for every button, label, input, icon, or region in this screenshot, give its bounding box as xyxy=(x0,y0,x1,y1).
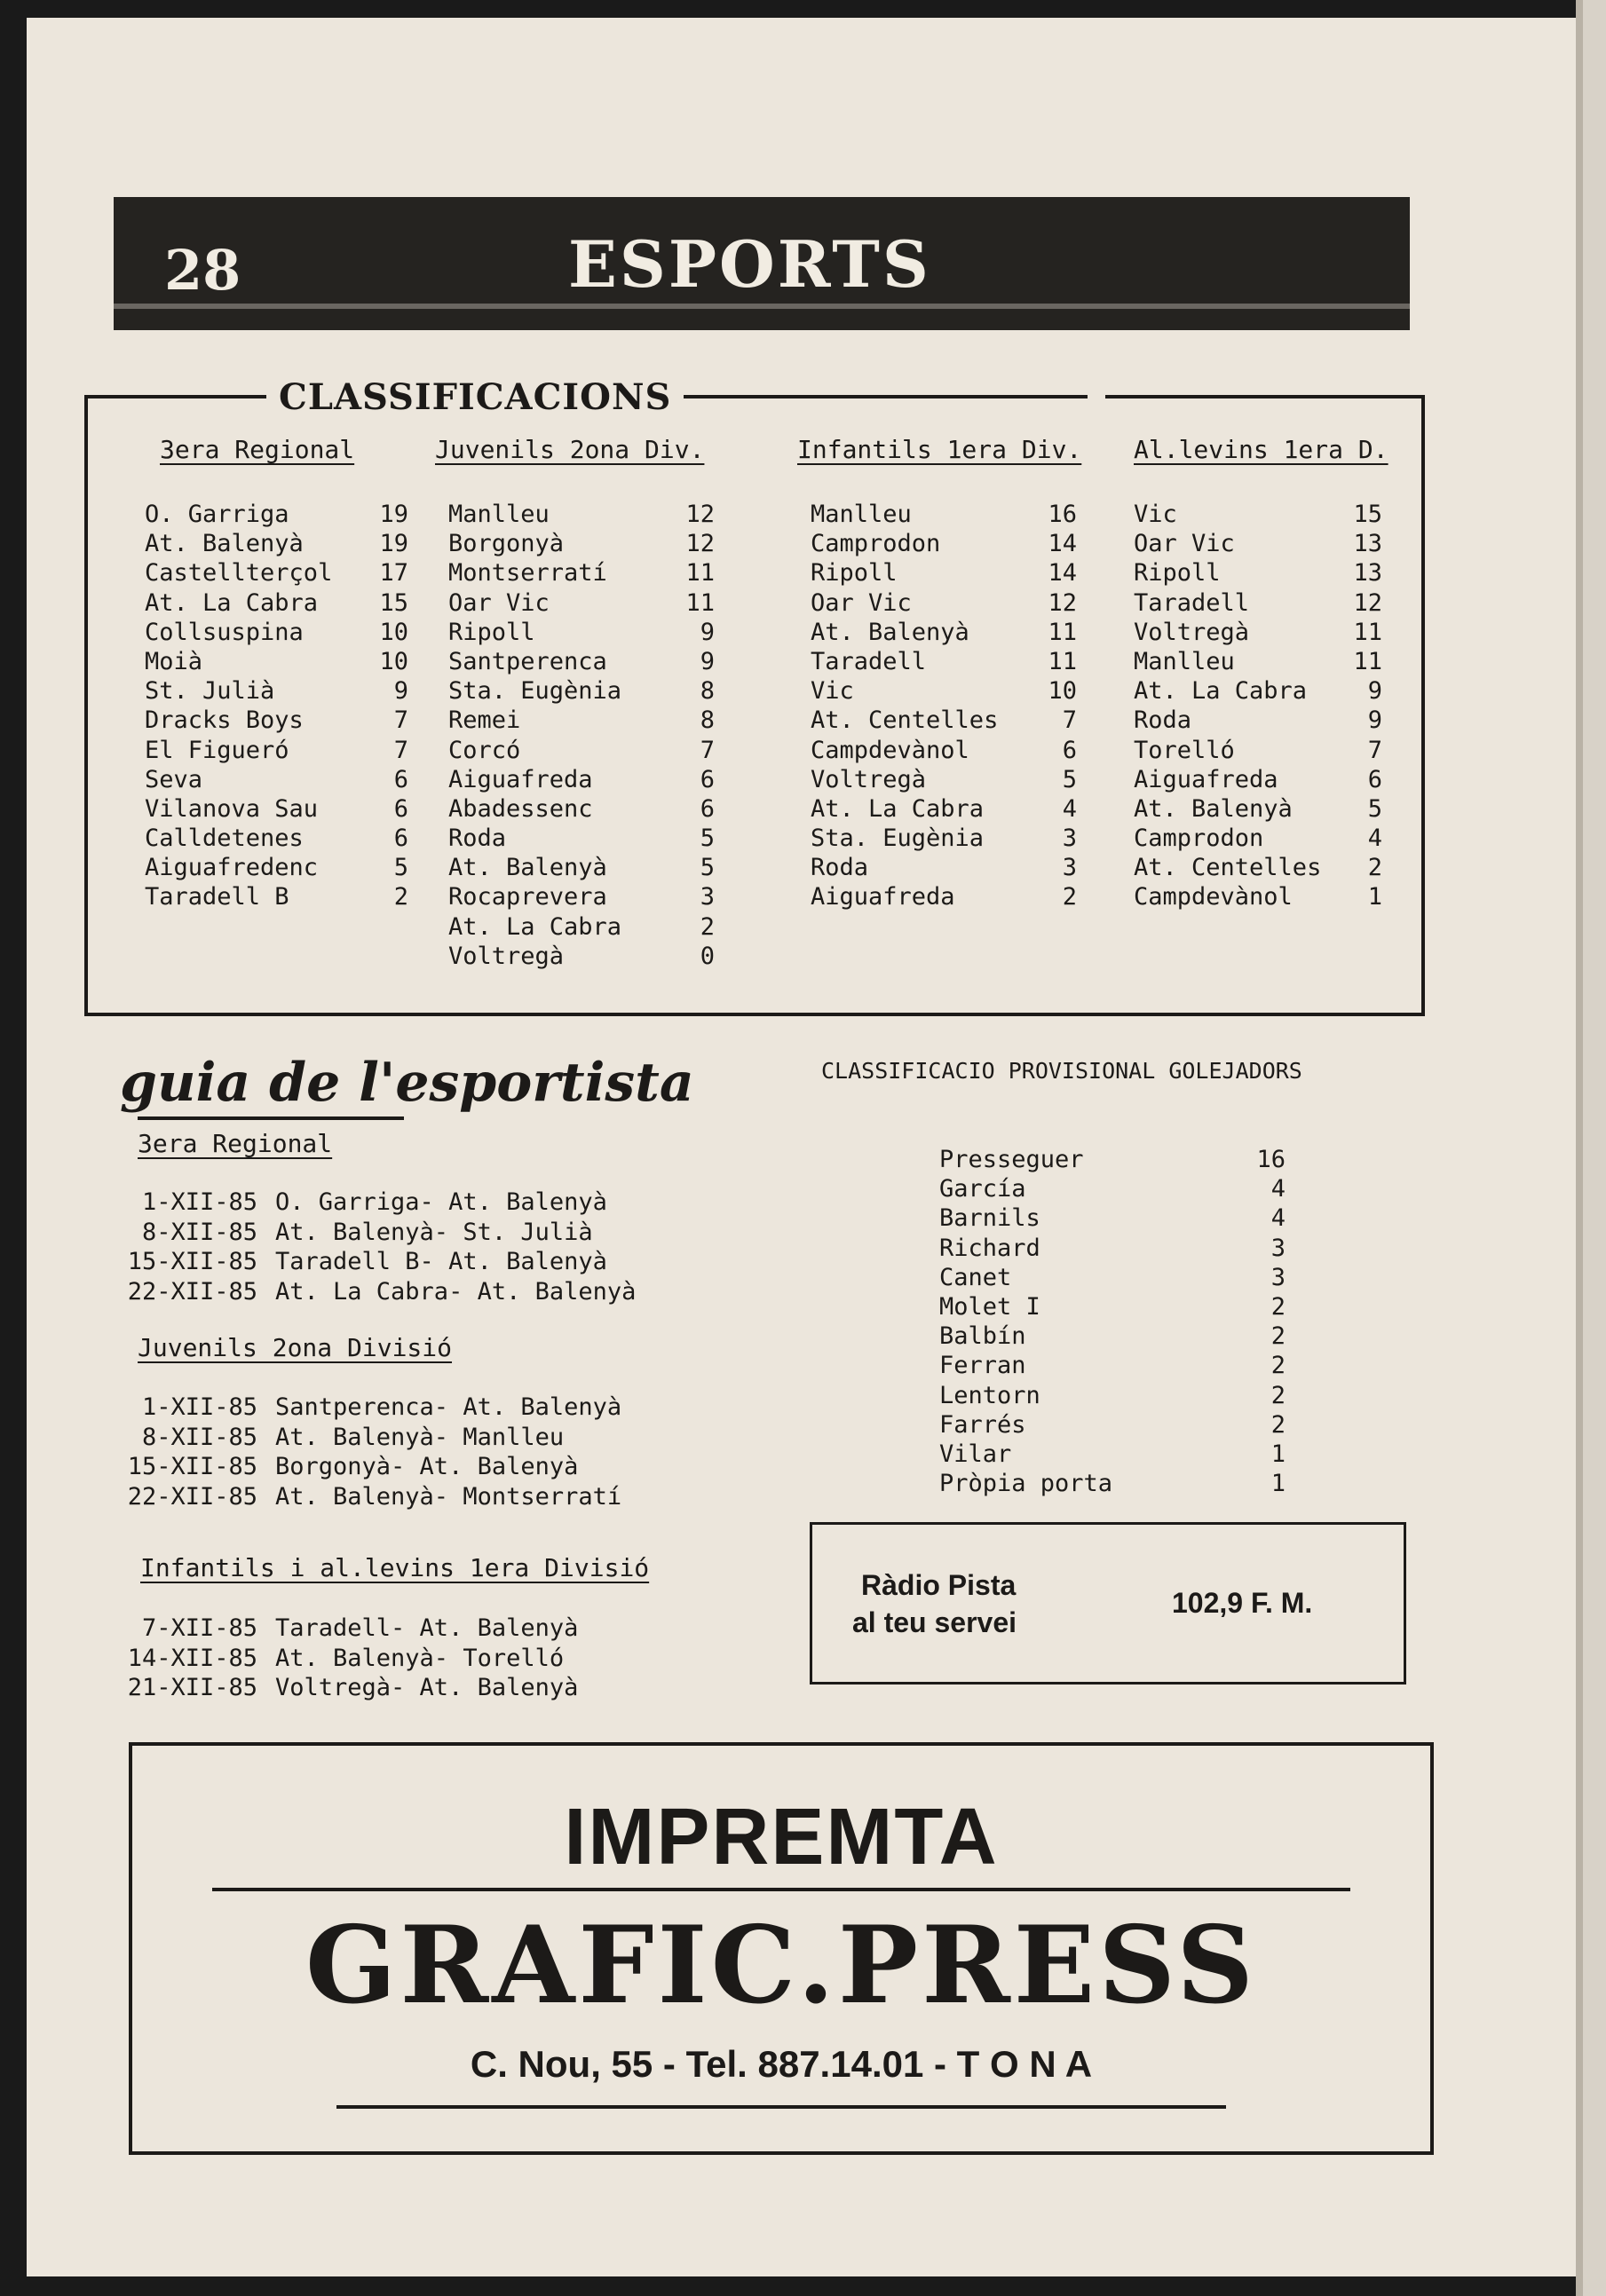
team-points: 3 xyxy=(700,883,715,911)
team-name: Vic xyxy=(1134,501,1177,528)
team-name: Roda xyxy=(448,825,507,853)
team-name: Seva xyxy=(145,765,203,793)
fixture-section-heading: 3era Regional xyxy=(138,1129,333,1158)
team-name: St. Julià xyxy=(145,677,275,706)
fixture-date: 15-XII-85 xyxy=(127,1248,257,1275)
team-points: 16 xyxy=(1048,501,1077,528)
fixture-teams: Borgonyà- At. Balenyà xyxy=(275,1453,579,1480)
fixture-teams: Santperenca- At. Balenyà xyxy=(275,1393,622,1421)
team-name: Taradell xyxy=(811,647,927,675)
standings-row xyxy=(811,500,1077,529)
scorer-goals: 3 xyxy=(1270,1263,1286,1291)
standings-row xyxy=(811,676,1077,706)
standings-row xyxy=(145,529,408,558)
team-name: Oar Vic xyxy=(811,588,912,617)
golejadors-list xyxy=(939,1145,1286,1498)
team-points: 7 xyxy=(1062,706,1077,735)
classificacions-title: CLASSIFICACIONS xyxy=(266,376,684,418)
scorer-name: Barnils xyxy=(939,1204,1040,1233)
team-name: Roda xyxy=(811,854,869,882)
team-name: Borgonyà xyxy=(448,530,565,558)
fixture-date: 22-XII-85 xyxy=(127,1277,257,1306)
fixture-date: 15-XII-85 xyxy=(127,1453,257,1480)
standings-row xyxy=(145,736,408,765)
team-name: Aiguafredenc xyxy=(145,854,319,882)
scorer-name: García xyxy=(939,1175,1026,1203)
team-points: 1 xyxy=(1367,883,1382,911)
team-name: Ripoll xyxy=(448,618,535,646)
fixture-list xyxy=(124,1393,621,1511)
fixture-row xyxy=(124,1614,578,1644)
scorer-goals: 4 xyxy=(1270,1175,1286,1203)
team-points: 7 xyxy=(393,706,408,735)
team-name: Collsuspina xyxy=(145,618,304,646)
team-points: 19 xyxy=(379,530,408,558)
team-points: 13 xyxy=(1353,559,1382,588)
scorer-name: Pròpia porta xyxy=(939,1470,1113,1498)
team-name: Voltregà xyxy=(1134,618,1250,646)
team-name: Voltregà xyxy=(448,942,565,970)
team-name: Corcó xyxy=(448,736,521,764)
team-points: 2 xyxy=(1367,854,1382,882)
team-points: 12 xyxy=(1353,588,1382,617)
standings-row xyxy=(145,676,408,706)
team-points: 9 xyxy=(700,647,715,675)
ad-rule-bottom xyxy=(336,2105,1226,2109)
team-name: At. Balenyà xyxy=(448,854,607,882)
team-name: Campdevànol xyxy=(1134,883,1293,911)
radio-pista-ad xyxy=(810,1522,1406,1685)
team-name: Manlleu xyxy=(811,501,912,528)
standings-row xyxy=(145,500,408,529)
team-points: 15 xyxy=(379,588,408,617)
fixture-row xyxy=(124,1673,578,1703)
team-points: 7 xyxy=(393,736,408,764)
scorer-row xyxy=(939,1322,1286,1351)
team-points: 8 xyxy=(700,677,715,706)
team-points: 11 xyxy=(685,588,715,617)
fixture-teams: O. Garriga- At. Balenyà xyxy=(275,1188,607,1216)
standings-row xyxy=(145,706,408,735)
fixture-teams: Voltregà- At. Balenyà xyxy=(275,1674,579,1701)
fixture-teams: At. La Cabra- At. Balenyà xyxy=(275,1277,637,1306)
scorer-row xyxy=(939,1234,1286,1263)
team-points: 5 xyxy=(1062,765,1077,793)
standings-table xyxy=(811,500,1077,912)
team-points: 3 xyxy=(1062,854,1077,882)
standings-table xyxy=(145,500,408,912)
standings-row xyxy=(448,558,715,588)
ad-heading: IMPREMTA xyxy=(564,1793,999,1882)
standings-row xyxy=(145,558,408,588)
standings-row xyxy=(1134,882,1382,911)
team-name: Oar Vic xyxy=(1134,530,1235,558)
team-points: 7 xyxy=(700,736,715,764)
scorer-row xyxy=(939,1440,1286,1469)
standings-row xyxy=(811,529,1077,558)
team-name: Vilanova Sau xyxy=(145,794,319,823)
team-name: Camprodon xyxy=(1134,825,1264,853)
scorer-name: Richard xyxy=(939,1234,1040,1262)
fixture-date: 21-XII-85 xyxy=(127,1674,257,1701)
ad-rule-top xyxy=(212,1888,1350,1891)
scorer-goals: 2 xyxy=(1270,1322,1286,1351)
team-points: 11 xyxy=(1048,647,1077,675)
team-points: 19 xyxy=(379,501,408,528)
standings-row xyxy=(1134,558,1382,588)
team-name: Voltregà xyxy=(811,765,927,793)
team-points: 11 xyxy=(1353,647,1382,675)
standings-row xyxy=(811,706,1077,735)
fixture-section-heading: Juvenils 2ona Divisió xyxy=(138,1333,453,1362)
team-points: 9 xyxy=(1367,706,1382,735)
standings-row xyxy=(811,558,1077,588)
scorer-name: Lentorn xyxy=(939,1381,1040,1409)
standings-row xyxy=(1134,676,1382,706)
standings-row xyxy=(145,618,408,647)
team-name: O. Garriga xyxy=(145,501,289,528)
standings-row xyxy=(448,676,715,706)
team-name: Aiguafreda xyxy=(448,765,593,793)
standings-row xyxy=(145,794,408,824)
standings-row xyxy=(1134,765,1382,794)
fixture-teams: Taradell B- At. Balenyà xyxy=(275,1248,607,1275)
fixture-date: 14-XII-85 xyxy=(127,1644,257,1672)
team-points: 11 xyxy=(1353,618,1382,646)
fixture-date: 8-XII-85 xyxy=(141,1218,257,1246)
scorer-goals: 1 xyxy=(1270,1470,1286,1498)
standings-row xyxy=(448,588,715,618)
standings-row xyxy=(448,618,715,647)
team-points: 6 xyxy=(1367,765,1382,793)
fixture-row xyxy=(124,1247,636,1277)
standings-row xyxy=(1134,706,1382,735)
team-name: Abadessenc xyxy=(448,794,593,823)
printer-advertisement xyxy=(129,1742,1434,2155)
team-name: Roda xyxy=(1134,706,1192,735)
scorer-goals: 2 xyxy=(1270,1410,1286,1439)
team-name: Ripoll xyxy=(1134,559,1221,588)
fixture-row xyxy=(124,1644,578,1674)
team-points: 13 xyxy=(1353,530,1382,558)
team-name: Aiguafreda xyxy=(1134,765,1278,793)
ad-brand-logo: GRAFIC.PRESS xyxy=(305,1903,1257,2028)
scorer-row xyxy=(939,1410,1286,1440)
scorer-name: Presseguer xyxy=(939,1146,1084,1173)
team-points: 6 xyxy=(700,794,715,823)
standings-row xyxy=(1134,618,1382,647)
team-points: 11 xyxy=(1048,618,1077,646)
standings-row xyxy=(448,647,715,676)
standings-row xyxy=(811,736,1077,765)
scorer-goals: 4 xyxy=(1270,1204,1286,1233)
team-name: Torelló xyxy=(1134,736,1235,764)
team-name: Sta. Eugènia xyxy=(448,677,622,706)
standings-row xyxy=(448,882,715,911)
standings-row xyxy=(811,824,1077,853)
team-name: At. Balenyà xyxy=(811,618,969,646)
team-points: 4 xyxy=(1367,825,1382,853)
team-name: Moià xyxy=(145,647,203,675)
team-points: 5 xyxy=(1367,794,1382,823)
scorer-name: Ferran xyxy=(939,1352,1026,1380)
scorer-row xyxy=(939,1263,1286,1292)
team-points: 5 xyxy=(700,854,715,882)
team-name: Taradell xyxy=(1134,588,1250,617)
team-points: 4 xyxy=(1062,794,1077,823)
standings-row xyxy=(1134,529,1382,558)
team-points: 5 xyxy=(700,825,715,853)
fixture-row xyxy=(124,1218,636,1248)
radio-name: Ràdio Pista xyxy=(861,1569,1017,1601)
fixture-date: 1-XII-85 xyxy=(141,1393,257,1421)
standings-heading: 3era Regional xyxy=(160,435,355,464)
golejadors-title: CLASSIFICACIO PROVISIONAL GOLEJADORS xyxy=(821,1058,1302,1084)
team-points: 9 xyxy=(393,677,408,706)
team-points: 11 xyxy=(685,559,715,588)
scorer-name: Balbín xyxy=(939,1322,1026,1351)
page-number: 28 xyxy=(164,238,241,303)
fixture-teams: At. Balenyà- Montserratí xyxy=(275,1482,622,1511)
team-name: At. Balenyà xyxy=(1134,794,1293,823)
team-points: 3 xyxy=(1062,825,1077,853)
box-border-gap xyxy=(1088,391,1105,401)
team-points: 10 xyxy=(379,618,408,646)
team-name: At. La Cabra xyxy=(811,794,985,823)
team-name: At. Balenyà xyxy=(145,530,304,558)
team-name: Vic xyxy=(811,677,854,706)
team-points: 14 xyxy=(1048,559,1077,588)
standings-row xyxy=(811,853,1077,882)
scorer-goals: 16 xyxy=(1256,1146,1286,1173)
team-name: Manlleu xyxy=(448,501,550,528)
guia-title-underline xyxy=(138,1116,404,1120)
team-name: Dracks Boys xyxy=(145,706,304,735)
team-name: Calldetenes xyxy=(145,825,304,853)
team-points: 2 xyxy=(393,883,408,911)
standings-row xyxy=(811,765,1077,794)
standings-row xyxy=(448,942,715,971)
scorer-name: Molet I xyxy=(939,1292,1040,1321)
scorer-name: Vilar xyxy=(939,1440,1012,1468)
fixture-teams: At. Balenyà- Manlleu xyxy=(275,1423,565,1451)
team-points: 9 xyxy=(1367,677,1382,706)
standings-row xyxy=(448,824,715,853)
standings-row xyxy=(1134,647,1382,676)
team-name: Taradell B xyxy=(145,883,289,911)
fixture-list xyxy=(124,1614,578,1703)
scorer-name: Farrés xyxy=(939,1410,1026,1439)
team-points: 2 xyxy=(700,912,715,941)
team-points: 6 xyxy=(1062,736,1077,764)
scorer-row xyxy=(939,1469,1286,1498)
fixture-date: 8-XII-85 xyxy=(141,1423,257,1451)
scorer-row xyxy=(939,1203,1286,1233)
fixture-row xyxy=(124,1482,621,1512)
scorer-row xyxy=(939,1292,1286,1322)
team-name: Oar Vic xyxy=(448,588,550,617)
team-points: 8 xyxy=(700,706,715,735)
scorer-row xyxy=(939,1381,1286,1410)
team-points: 15 xyxy=(1353,501,1382,528)
team-points: 10 xyxy=(379,647,408,675)
standings-row xyxy=(448,912,715,942)
team-name: At. La Cabra xyxy=(145,588,319,617)
standings-row xyxy=(145,824,408,853)
scorer-goals: 2 xyxy=(1270,1352,1286,1380)
standings-row xyxy=(1134,853,1382,882)
team-points: 12 xyxy=(685,501,715,528)
standings-row xyxy=(145,882,408,911)
standings-row xyxy=(811,647,1077,676)
team-points: 0 xyxy=(700,942,715,970)
team-name: Ripoll xyxy=(811,559,898,588)
scorer-row xyxy=(939,1174,1286,1203)
standings-row xyxy=(448,853,715,882)
standings-row xyxy=(811,794,1077,824)
standings-row xyxy=(448,736,715,765)
standings-row xyxy=(145,588,408,618)
radio-slogan: al teu servei xyxy=(852,1606,1017,1638)
standings-row xyxy=(448,529,715,558)
team-points: 10 xyxy=(1048,677,1077,706)
team-points: 17 xyxy=(379,559,408,588)
team-name: At. Centelles xyxy=(1134,854,1322,882)
fixture-teams: Taradell- At. Balenyà xyxy=(275,1614,579,1642)
standings-row xyxy=(145,765,408,794)
team-name: Manlleu xyxy=(1134,647,1235,675)
fixture-date: 22-XII-85 xyxy=(127,1482,257,1511)
fixture-row xyxy=(124,1187,636,1218)
standings-row xyxy=(448,765,715,794)
team-points: 2 xyxy=(1062,883,1077,911)
team-points: 6 xyxy=(393,765,408,793)
team-points: 6 xyxy=(700,765,715,793)
scorer-goals: 2 xyxy=(1270,1292,1286,1321)
fixture-date: 7-XII-85 xyxy=(141,1614,257,1642)
standings-row xyxy=(145,647,408,676)
fixture-row xyxy=(124,1423,621,1453)
team-points: 14 xyxy=(1048,530,1077,558)
team-name: Castellterçol xyxy=(145,559,333,588)
team-name: Rocaprevera xyxy=(448,883,607,911)
team-points: 9 xyxy=(700,618,715,646)
section-title: ESPORTS xyxy=(568,226,931,302)
guia-title: guia de l'esportista xyxy=(120,1052,694,1114)
standings-row xyxy=(1134,824,1382,853)
scorer-name: Canet xyxy=(939,1263,1012,1291)
team-name: Sta. Eugènia xyxy=(811,825,985,853)
fixture-section-heading: Infantils i al.levins 1era Divisió xyxy=(140,1553,650,1582)
standings-table xyxy=(1134,500,1382,912)
scorer-row xyxy=(939,1351,1286,1380)
team-points: 5 xyxy=(393,854,408,882)
fixture-row xyxy=(124,1452,621,1482)
standings-table xyxy=(448,500,715,971)
standings-row xyxy=(448,500,715,529)
team-name: El Figueró xyxy=(145,736,289,764)
ad-address: C. Nou, 55 - Tel. 887.14.01 - T O N A xyxy=(470,2043,1093,2085)
fixture-row xyxy=(124,1393,621,1423)
standings-heading: Juvenils 2ona Div. xyxy=(435,435,705,464)
standings-heading: Al.levins 1era D. xyxy=(1134,435,1388,464)
fixture-list xyxy=(124,1187,636,1306)
team-points: 12 xyxy=(685,530,715,558)
standings-row xyxy=(1134,736,1382,765)
standings-row xyxy=(1134,588,1382,618)
team-name: Montserratí xyxy=(448,559,607,588)
fixture-row xyxy=(124,1277,636,1307)
team-name: Santperenca xyxy=(448,647,607,675)
team-name: At. La Cabra xyxy=(448,912,622,941)
fixture-teams: At. Balenyà- St. Julià xyxy=(275,1218,593,1246)
team-points: 7 xyxy=(1367,736,1382,764)
team-name: At. Centelles xyxy=(811,706,999,735)
team-name: Remei xyxy=(448,706,521,735)
team-name: At. La Cabra xyxy=(1134,677,1308,706)
page-spine-shadow xyxy=(1576,0,1583,2296)
standings-row xyxy=(448,706,715,735)
scorer-row xyxy=(939,1145,1286,1174)
scorer-goals: 1 xyxy=(1270,1440,1286,1468)
team-points: 6 xyxy=(393,825,408,853)
standings-heading: Infantils 1era Div. xyxy=(797,435,1082,464)
fixture-teams: At. Balenyà- Torelló xyxy=(275,1644,565,1672)
team-points: 12 xyxy=(1048,588,1077,617)
standings-row xyxy=(811,588,1077,618)
standings-row xyxy=(145,853,408,882)
scorer-goals: 3 xyxy=(1270,1234,1286,1262)
standings-row xyxy=(1134,794,1382,824)
scorer-goals: 2 xyxy=(1270,1381,1286,1409)
team-points: 6 xyxy=(393,794,408,823)
team-name: Aiguafreda xyxy=(811,883,955,911)
fixture-date: 1-XII-85 xyxy=(141,1188,257,1216)
radio-frequency: 102,9 F. M. xyxy=(1172,1587,1313,1619)
team-name: Camprodon xyxy=(811,530,941,558)
standings-row xyxy=(811,882,1077,911)
standings-row xyxy=(448,794,715,824)
standings-row xyxy=(1134,500,1382,529)
standings-row xyxy=(811,618,1077,647)
team-name: Campdevànol xyxy=(811,736,969,764)
